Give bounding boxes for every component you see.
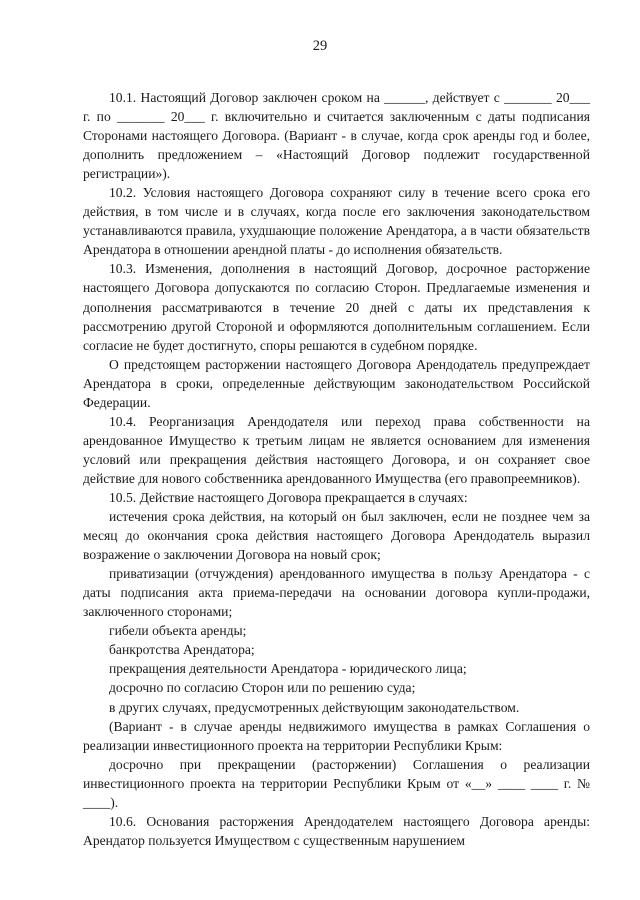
page-number: 29: [312, 38, 328, 54]
termination-case-bankruptcy: банкротства Арендатора;: [109, 642, 255, 658]
clause-10-3: 10.3. Изменения, дополнения в настоящий Договор, досрочное расторжение настоящего Договора допускаются по согласию Сторон. Предлагаемые изменения и дополнения рассматриваются в течение 20 дней с даты их представления к рассмотрению другой Стороной и оформляются дополнительным соглашением. Если согласие не будет достигнуто, споры решаются в судебном порядке.: [83, 261, 590, 353]
document-body: [83, 88, 590, 850]
clause-10-6: 10.6. Основания расторжения Арендодателем настоящего Договора аренды: Арендатор пользуется Имуществом с существенным нарушением: [83, 813, 590, 848]
clause-10-2: 10.2. Условия настоящего Договора сохраняют силу в течение всего срока его действия, в том числе и в случаях, когда после его заключения законодательством устанавливаются правила, ухудшающие положение Арендатора, а в части обязательств Арендатора в отношении арендной платы - до исполнения обязательств.: [83, 185, 590, 258]
clause-10-4: 10.4. Реорганизация Арендодателя или переход права собственности на арендованное Имущество к третьим лицам не является основанием для изменения условий или прекращения действия настоящего Договора, и он сохраняет свое действие для нового собственника арендованного Имущества (его правопреемников).: [83, 413, 590, 486]
termination-notice-paragraph: О предстоящем расторжении настоящего Договора Арендодатель предупреждает Арендатора в сроки, определенные действующим законодательством Российской Федерации.: [83, 356, 590, 410]
termination-case-other: в других случаях, предусмотренных действующим законодательством.: [109, 699, 520, 715]
termination-case-liquidation: прекращения деятельности Арендатора - юридического лица;: [109, 661, 467, 677]
variant-investment-project: (Вариант - в случае аренды недвижимого имущества в рамках Соглашения о реализации инвестиционного проекта на территории Республики Крым:: [83, 718, 590, 753]
termination-case-agreement: досрочно при прекращении (расторжении) Соглашения о реализации инвестиционного проекта на территории Республики Крым от «__» ____ ____ г. № ____).: [83, 756, 590, 810]
clause-10-5: 10.5. Действие настоящего Договора прекращается в случаях:: [109, 489, 468, 505]
termination-case-privatization: приватизации (отчуждения) арендованного имущества в пользу Арендатора - с даты подписания акта приема-передачи на основании договора купли-продажи, заключенного сторонами;: [83, 566, 590, 620]
termination-case-early: досрочно по согласию Сторон или по решению суда;: [109, 680, 416, 696]
clause-10-1: 10.1. Настоящий Договор заключен сроком на ______, действует с _______ 20___ г. по _______ 20___ г. включительно и считается заключенным с даты подписания Сторонами настоящего Договора. (Вариант - в случае, когда срок аренды год и более, дополнить предложением – «Настоящий Договор подлежит государственной регистрации»).: [83, 90, 590, 182]
termination-case-destruction: гибели объекта аренды;: [109, 623, 247, 639]
termination-case-expiry: истечения срока действия, на который он был заключен, если не позднее чем за месяц до окончания срока действия настоящего Договора Арендодатель выразил возражение о заключении Договора на новый срок;: [83, 509, 590, 563]
